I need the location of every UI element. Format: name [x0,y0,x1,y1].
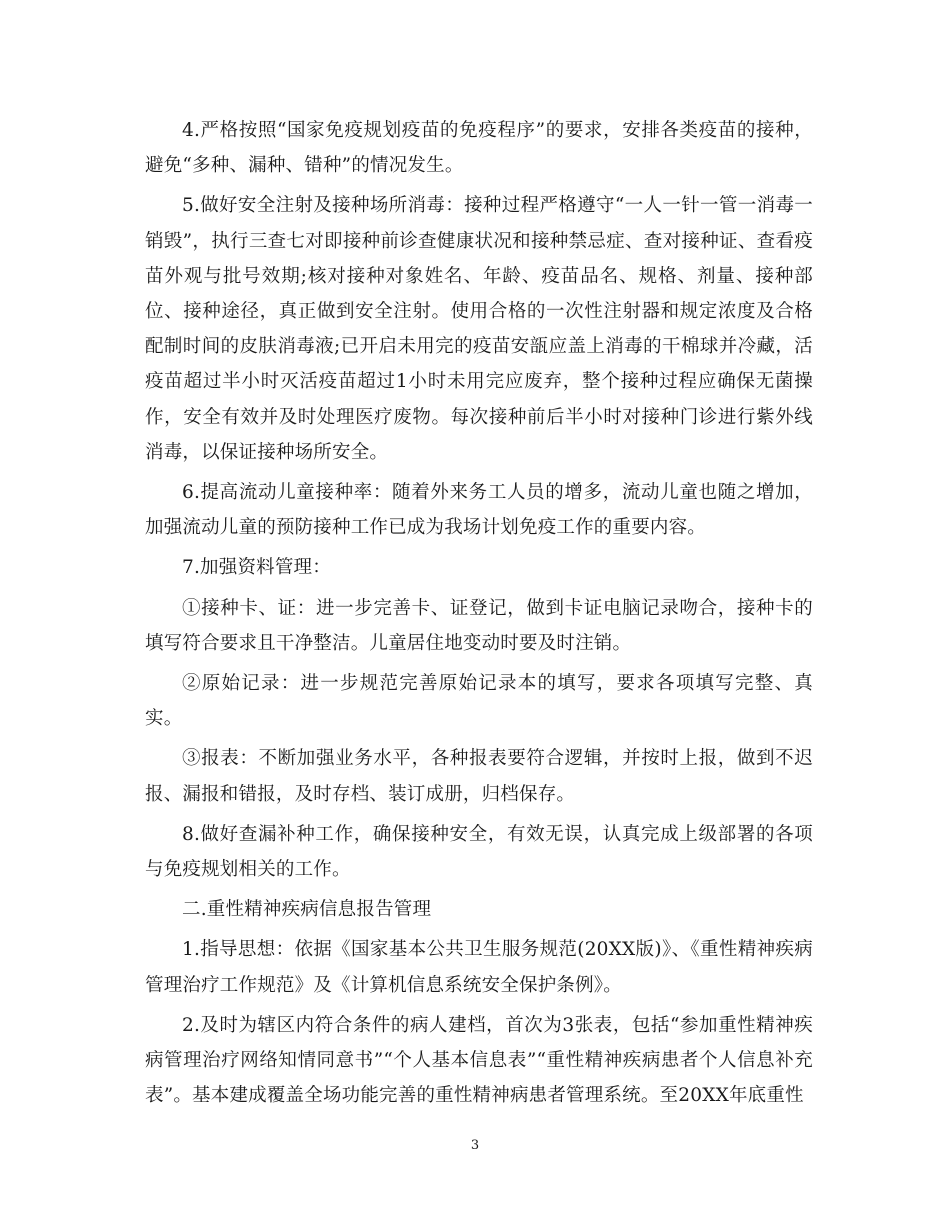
paragraph-guiding-thought: 1.指导思想：依据《国家基本公共卫生服务规范(20XX版)》、《重性精神疾病管理治疗工作规范》及《计算机信息系统安全保护条例》。 [145,939,813,996]
paragraph-sub-report: ③报表：不断加强业务水平，各种报表要符合逻辑，并按时上报，做到不迟报、漏报和错报，及时存档、装订成册，归档保存。 [145,748,813,805]
paragraph-sub-card: ①接种卡、证：进一步完善卡、证登记，做到卡证电脑记录吻合，接种卡的填写符合要求且干净整洁。儿童居住地变动时要及时注销。 [145,597,813,654]
document-body [145,113,813,1118]
paragraph-item-7: 7.加强资料管理： [182,557,331,579]
page-number: 3 [470,1138,480,1153]
paragraph-item-5: 5.做好安全注射及接种场所消毒：接种过程严格遵守“一人一针一管一消毒一销毁”，执行三查七对即接种前诊查健康状况和接种禁忌症、查对接种证、查看疫苗外观与批号效期;核对接种对象姓名、年龄、疫苗品名、规格、剂量、接种部位、接种途径，真正做到安全注射。使用合格的一次性注射器和规定浓度及合格配制时间的皮肤消毒液;已开启未用完的疫苗安瓿应盖上消毒的干棉球并冷藏，活疫苗超过半小时灭活疫苗超过1小时未用完应废弃，整个接种过程应确保无菌操作，安全有效并及时处理医疗废物。每次接种前后半小时对接种门诊进行紫外线消毒，以保证接种场所安全。 [145,195,813,463]
paragraph-item-8: 8.做好查漏补种工作，确保接种安全，有效无误，认真完成上级部署的各项与免疫规划相关的工作。 [145,823,813,881]
paragraph-item-4: 4.严格按照“国家免疫规划疫苗的免疫程序”的要求，安排各类疫苗的接种，避免“多种、漏种、错种”的情况发生。 [145,120,813,177]
paragraph-filing: 2.及时为辖区内符合条件的病人建档，首次为3张表，包括“参加重性精神疾病管理治疗网络知情同意书”“个人基本信息表”“重性精神疾病患者个人信息补充表”。基本建成覆盖全场功能完善的重性精神病患者管理系统。至20XX年底重性 [145,1014,813,1107]
section-heading-mental-illness: 二.重性精神疾病信息报告管理 [182,899,432,921]
paragraph-sub-record: ②原始记录：进一步规范完善原始记录本的填写，要求各项填写完整、真实。 [145,673,813,730]
paragraph-item-6: 6.提高流动儿童接种率：随着外来务工人员的增多，流动儿童也随之增加，加强流动儿童的预防接种工作已成为我场计划免疫工作的重要内容。 [145,482,813,539]
